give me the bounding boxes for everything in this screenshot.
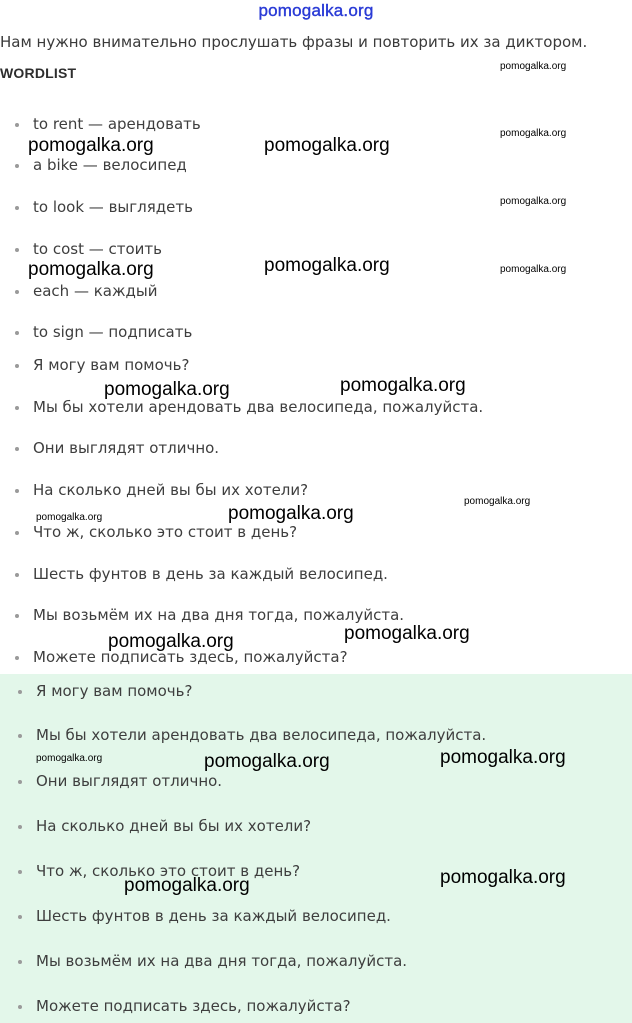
- watermark: pomogalka.org: [104, 379, 230, 400]
- bullet-icon: [15, 364, 19, 368]
- watermark: pomogalka.org: [500, 61, 567, 72]
- bullet-icon: [15, 123, 19, 127]
- bullet-icon: [15, 614, 19, 618]
- watermark: pomogalka.org: [440, 747, 566, 768]
- watermark: pomogalka.org: [108, 631, 234, 652]
- phrase-text: Они выглядят отлично.: [33, 439, 220, 457]
- bullet-icon: [15, 331, 19, 335]
- phrase-text: Я могу вам помочь?: [36, 682, 193, 700]
- bullet-icon: [15, 248, 19, 252]
- watermark: pomogalka.org: [28, 135, 154, 156]
- bullet-icon: [15, 447, 19, 451]
- phrase-text: Мы бы хотели арендовать два велосипеда, пожалуйста.: [36, 726, 487, 744]
- phrase-text: Мы бы хотели арендовать два велосипеда, пожалуйста.: [33, 398, 484, 416]
- watermark: pomogalka.org: [204, 751, 330, 772]
- watermark: pomogalka.org: [228, 503, 354, 524]
- phrase-text: Можете подписать здесь, пожалуйста?: [36, 997, 351, 1015]
- bullet-icon: [15, 489, 19, 493]
- phrase-text: Я могу вам помочь?: [33, 356, 190, 374]
- phrase-text: На сколько дней вы бы их хотели?: [36, 817, 312, 835]
- phrase-text: Что ж, сколько это стоит в день?: [36, 862, 301, 880]
- site-header-link[interactable]: pomogalka.org: [258, 1, 374, 20]
- highlighted-phrases-panel: [0, 674, 632, 1023]
- wordlist-entry: to rent — арендовать: [33, 115, 201, 133]
- phrase-text: Можете подписать здесь, пожалуйста?: [33, 648, 348, 666]
- phrase-text: Мы возьмём их на два дня тогда, пожалуйста.: [36, 952, 408, 970]
- bullet-icon: [18, 734, 22, 738]
- bullet-icon: [18, 870, 22, 874]
- watermark: pomogalka.org: [264, 255, 390, 276]
- watermark: pomogalka.org: [464, 496, 531, 507]
- watermark: pomogalka.org: [264, 135, 390, 156]
- phrase-text: Что ж, сколько это стоит в день?: [33, 523, 298, 541]
- watermark: pomogalka.org: [28, 259, 154, 280]
- bullet-icon: [18, 1005, 22, 1009]
- watermark: pomogalka.org: [500, 196, 567, 207]
- wordlist-entry: a bike — велосипед: [33, 156, 187, 174]
- phrase-text: Шесть фунтов в день за каждый велосипед.: [36, 907, 391, 925]
- bullet-icon: [18, 915, 22, 919]
- instruction-text: Нам нужно внимательно прослушать фразы и повторить их за диктором.: [0, 33, 588, 51]
- watermark: pomogalka.org: [500, 128, 567, 139]
- bullet-icon: [18, 825, 22, 829]
- watermark: pomogalka.org: [340, 375, 466, 396]
- bullet-icon: [15, 573, 19, 577]
- bullet-icon: [18, 690, 22, 694]
- phrase-text: Они выглядят отлично.: [36, 772, 223, 790]
- bullet-icon: [15, 406, 19, 410]
- watermark: pomogalka.org: [440, 867, 566, 888]
- bullet-icon: [18, 780, 22, 784]
- phrase-text: На сколько дней вы бы их хотели?: [33, 481, 309, 499]
- watermark: pomogalka.org: [36, 753, 103, 764]
- bullet-icon: [15, 290, 19, 294]
- wordlist-entry: to look — выглядеть: [33, 198, 193, 216]
- watermark: pomogalka.org: [124, 875, 250, 896]
- bullet-icon: [15, 206, 19, 210]
- phrase-text: Шесть фунтов в день за каждый велосипед.: [33, 565, 388, 583]
- bullet-icon: [15, 531, 19, 535]
- watermark: pomogalka.org: [36, 512, 103, 523]
- watermark: pomogalka.org: [344, 623, 470, 644]
- wordlist-entry: each — каждый: [33, 282, 158, 300]
- watermark: pomogalka.org: [500, 264, 567, 275]
- wordlist-entry: to sign — подписать: [33, 323, 193, 341]
- bullet-icon: [15, 656, 19, 660]
- wordlist-title: WORDLIST: [0, 65, 77, 81]
- bullet-icon: [18, 960, 22, 964]
- phrase-text: Мы возьмём их на два дня тогда, пожалуйста.: [33, 606, 405, 624]
- bullet-icon: [15, 164, 19, 168]
- wordlist-entry: to cost — стоить: [33, 240, 162, 258]
